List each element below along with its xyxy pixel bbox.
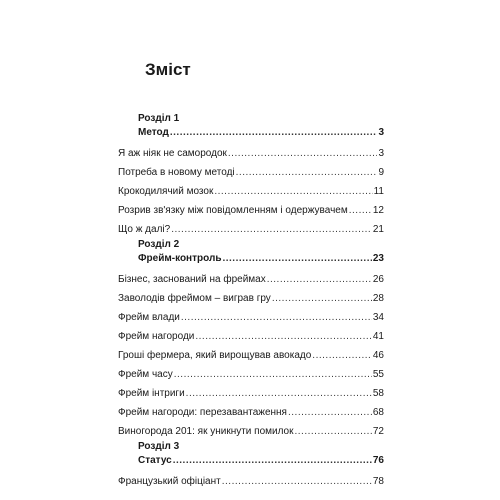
toc-entry[interactable] [118,327,384,346]
entry-page: 72 [372,426,384,437]
dot-leader [171,220,372,239]
entry-label: Виногорода 201: як уникнути помилок [118,426,294,437]
entry-label: Розрив зв'язку між повідомленням і одержувачем [118,205,348,216]
dot-leader [295,422,372,441]
dot-leader [349,201,372,220]
section-label: Розділ 3 [138,441,180,452]
entry-label: Що ж далі? [118,224,171,235]
dot-leader [170,125,378,140]
toc-entry[interactable] [118,201,384,220]
toc-entry[interactable] [118,365,384,384]
toc-entry[interactable] [118,403,384,422]
entry-label: Фрейм нагороди: перезавантаження [118,407,287,418]
dot-leader [214,182,372,201]
entry-page: 34 [372,312,384,323]
dot-leader [267,270,372,289]
entry-label: Фрейм нагороди [118,331,195,342]
entry-page: 11 [373,186,384,197]
entry-label: Фрейм інтриги [118,388,185,399]
entry-label: Французький офіціант [118,476,221,487]
table-of-contents [118,113,384,491]
dot-leader [288,403,372,422]
entry-page: 9 [378,167,384,178]
entry-label: Крокодилячий мозок [118,186,214,197]
dot-leader [312,346,372,365]
page-title: Зміст [145,60,191,79]
section-3 [118,441,384,491]
entry-page: 28 [372,293,384,304]
entry-page: 78 [372,476,384,487]
entry-page: 55 [372,369,384,380]
entry-page: 21 [372,224,384,235]
section-label: Розділ 1 [138,113,180,124]
entry-label: Гроші фермера, який вирощував авокадо [118,350,312,361]
section-head-entry[interactable] [118,125,384,140]
entry-label: Метод [138,127,169,138]
entry-label: Я аж ніяк не самородок [118,148,227,159]
entry-page: 23 [372,253,384,264]
entry-label: Фрейм-контроль [138,253,222,264]
dot-leader [173,453,372,468]
entry-page: 3 [378,127,384,138]
toc-entry[interactable] [118,289,384,308]
dot-leader [181,308,372,327]
section-label: Розділ 2 [138,239,180,250]
dot-leader [236,163,378,182]
entry-label: Заволодів фреймом – виграв гру [118,293,271,304]
entry-page: 76 [372,455,384,466]
toc-entry[interactable] [118,346,384,365]
entry-page: 58 [372,388,384,399]
entry-page: 41 [372,331,384,342]
entry-label: Бізнес, заснований на фреймах [118,274,266,285]
dot-leader [222,472,372,491]
entry-page: 12 [372,205,384,216]
dot-leader [272,289,372,308]
dot-leader [228,144,378,163]
entry-label: Статус [138,455,172,466]
dot-leader [186,384,372,403]
entry-page: 3 [378,148,384,159]
toc-entry[interactable] [118,472,384,491]
entry-label: Потреба в новому методі [118,167,235,178]
dot-leader [174,365,372,384]
toc-entry[interactable] [118,220,384,239]
section-head-entry[interactable] [118,453,384,468]
dot-leader [222,251,371,266]
toc-entry[interactable] [118,182,384,201]
entry-label: Фрейм часу [118,369,173,380]
toc-entry[interactable] [118,422,384,441]
toc-entry[interactable] [118,144,384,163]
entry-label: Фрейм влади [118,312,180,323]
entry-page: 68 [372,407,384,418]
toc-entry[interactable] [118,308,384,327]
section-1 [118,113,384,239]
toc-entry[interactable] [118,270,384,289]
toc-entry[interactable] [118,384,384,403]
toc-entry[interactable] [118,163,384,182]
section-head-entry[interactable] [118,251,384,266]
entry-page: 26 [372,274,384,285]
entry-page: 46 [372,350,384,361]
dot-leader [195,327,372,346]
section-2 [118,239,384,441]
